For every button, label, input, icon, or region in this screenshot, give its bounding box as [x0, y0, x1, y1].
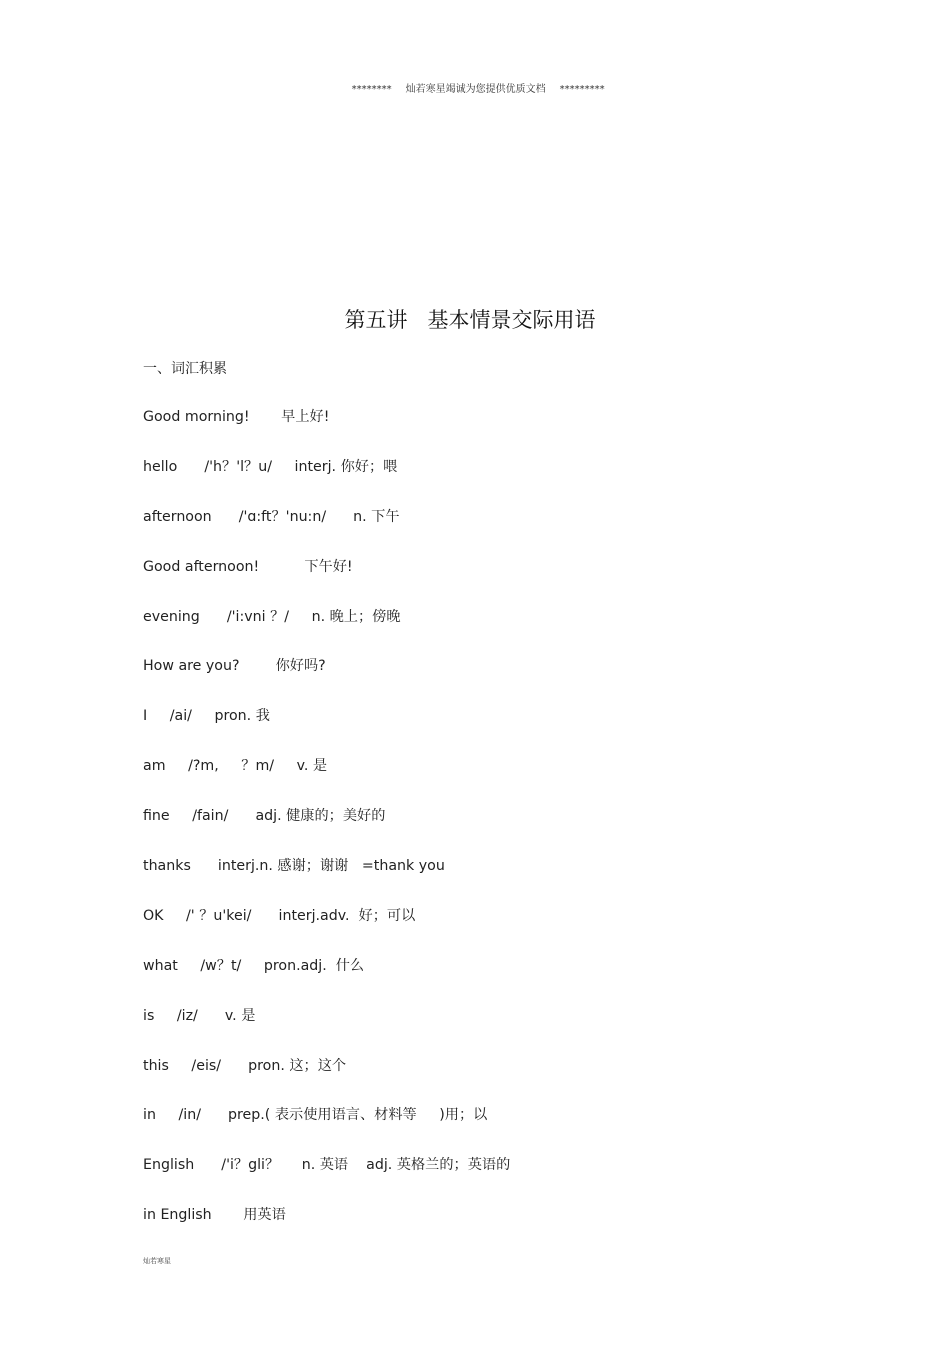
header-stars-left: ********: [351, 84, 392, 95]
vocab-item: Good afternoon! 下午好!: [143, 558, 353, 575]
vocab-item: evening /'i:vni ？/ n. 晚上；傍晚: [143, 608, 401, 625]
vocab-item: this /eis/ pron. 这；这个: [143, 1057, 347, 1074]
vocab-item: English /'i？gli？ n. 英语 adj. 英格兰的；英语的: [143, 1157, 511, 1174]
header-stars-right: *********: [559, 84, 605, 95]
document-title: 第五讲 基本情景交际用语: [344, 308, 596, 332]
section-heading: 一、词汇积累: [143, 361, 227, 377]
page-header: [0, 69, 950, 95]
vocab-item: I /ai/ pron. 我: [143, 708, 270, 725]
vocab-item: fine /fain/ adj. 健康的；美好的: [143, 808, 386, 825]
vocab-item: is /iz/ v. 是: [143, 1007, 256, 1024]
vocab-item: thanks interj.n. 感谢；谢谢 =thank you: [143, 858, 445, 875]
vocabulary-list: [143, 408, 510, 1256]
vocab-item: Good morning! 早上好!: [143, 409, 330, 425]
page-footer: 灿若寒星: [143, 1257, 171, 1265]
header-text: 灿若寒星竭诚为您提供优质文档: [405, 84, 546, 95]
vocab-item: in English 用英语: [143, 1207, 286, 1224]
vocab-item: what /w？t/ pron.adj. 什么: [143, 957, 365, 974]
vocab-item: am /?m, ？m/ v. 是: [143, 758, 328, 775]
vocab-item: How are you? 你好吗?: [143, 658, 326, 675]
vocab-item: hello /'h？'l？u/ interj. 你好；喂: [143, 458, 398, 475]
vocab-item: afternoon /'ɑ:ft？'nu:n/ n. 下午: [143, 508, 400, 525]
vocab-item: OK /' ？u'kei/ interj.adv. 好；可以: [143, 907, 416, 924]
vocab-item: in /in/ prep.( 表示使用语言、材料等 )用；以: [143, 1107, 488, 1124]
